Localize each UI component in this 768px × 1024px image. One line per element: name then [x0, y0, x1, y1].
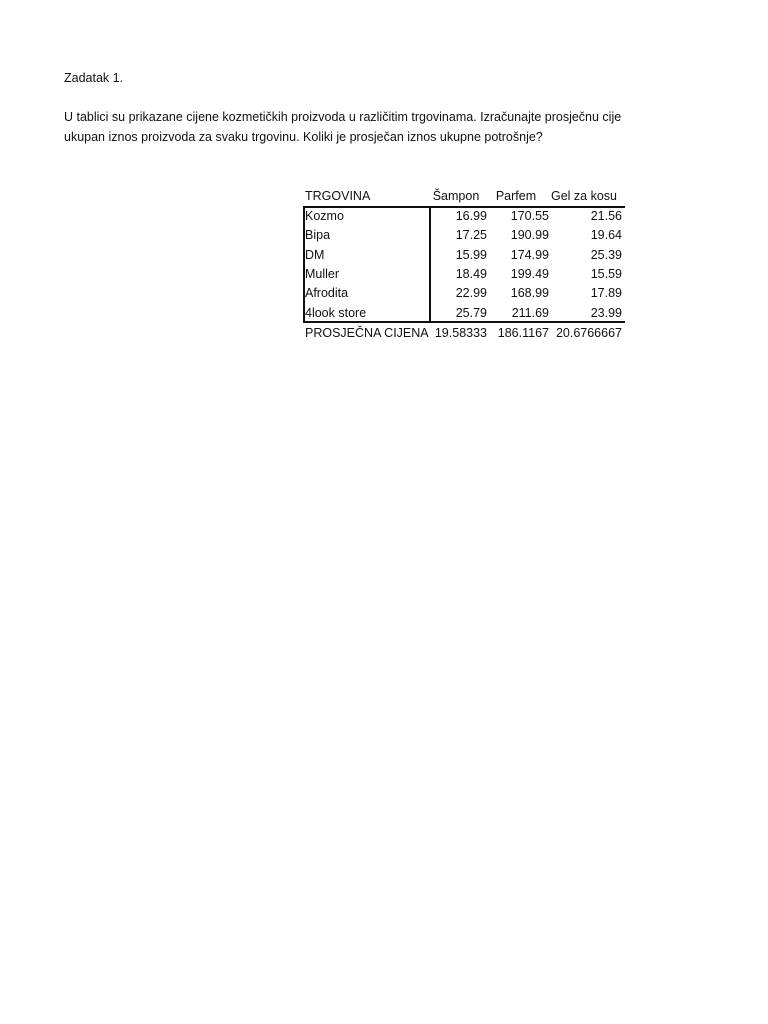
price-perfume: 211.69: [511, 305, 549, 320]
price-hair-gel: 17.89: [590, 286, 622, 300]
task-paragraph-line-1: U tablici su prikazane cijene kozmetičkih proizvoda u različitim trgovinama. Izračunajte prosječnu cije: [64, 110, 622, 124]
price-perfume: 168.99: [510, 286, 549, 300]
store-name: Afrodita: [305, 286, 349, 300]
price-hair-gel: 19.64: [590, 228, 622, 242]
store-name: Bipa: [305, 228, 331, 242]
price-perfume: 190.99: [510, 228, 549, 242]
task-title: Zadatak 1.: [64, 71, 124, 85]
summary-label: PROSJEČNA CIJENA: [305, 326, 429, 340]
price-hair-gel: 23.99: [590, 305, 622, 320]
price-perfume: 174.99: [510, 247, 549, 262]
header-hair-gel: Gel za kosu: [550, 189, 617, 203]
store-name: Kozmo: [305, 208, 344, 223]
price-shampoo: 22.99: [455, 286, 487, 300]
price-hair-gel: 15.59: [590, 266, 622, 281]
price-shampoo: 15.99: [455, 247, 487, 262]
header-shampoo: Šampon: [432, 189, 480, 203]
price-shampoo: 16.99: [455, 208, 487, 223]
average-hair-gel: 20.6766667: [555, 326, 622, 340]
price-hair-gel: 21.56: [590, 208, 622, 223]
header-store: TRGOVINA: [305, 189, 371, 203]
price-shampoo: 25.79: [455, 305, 487, 320]
price-table: [303, 187, 625, 347]
price-shampoo: 17.25: [455, 228, 487, 242]
average-perfume: 186.1167: [497, 326, 549, 340]
header-perfume: Parfem: [495, 189, 537, 203]
price-shampoo: 18.49: [455, 266, 487, 281]
price-perfume: 170.55: [510, 208, 549, 223]
store-name: DM: [305, 247, 325, 262]
store-name: Muller: [305, 266, 340, 281]
price-hair-gel: 25.39: [590, 247, 622, 262]
price-perfume: 199.49: [510, 266, 549, 281]
average-shampoo: 19.58333: [434, 326, 487, 340]
task-paragraph-line-2: ukupan iznos proizvoda za svaku trgovinu. Koliki je prosječan iznos ukupne potrošnje?: [64, 130, 543, 144]
store-name: 4look store: [305, 305, 367, 320]
